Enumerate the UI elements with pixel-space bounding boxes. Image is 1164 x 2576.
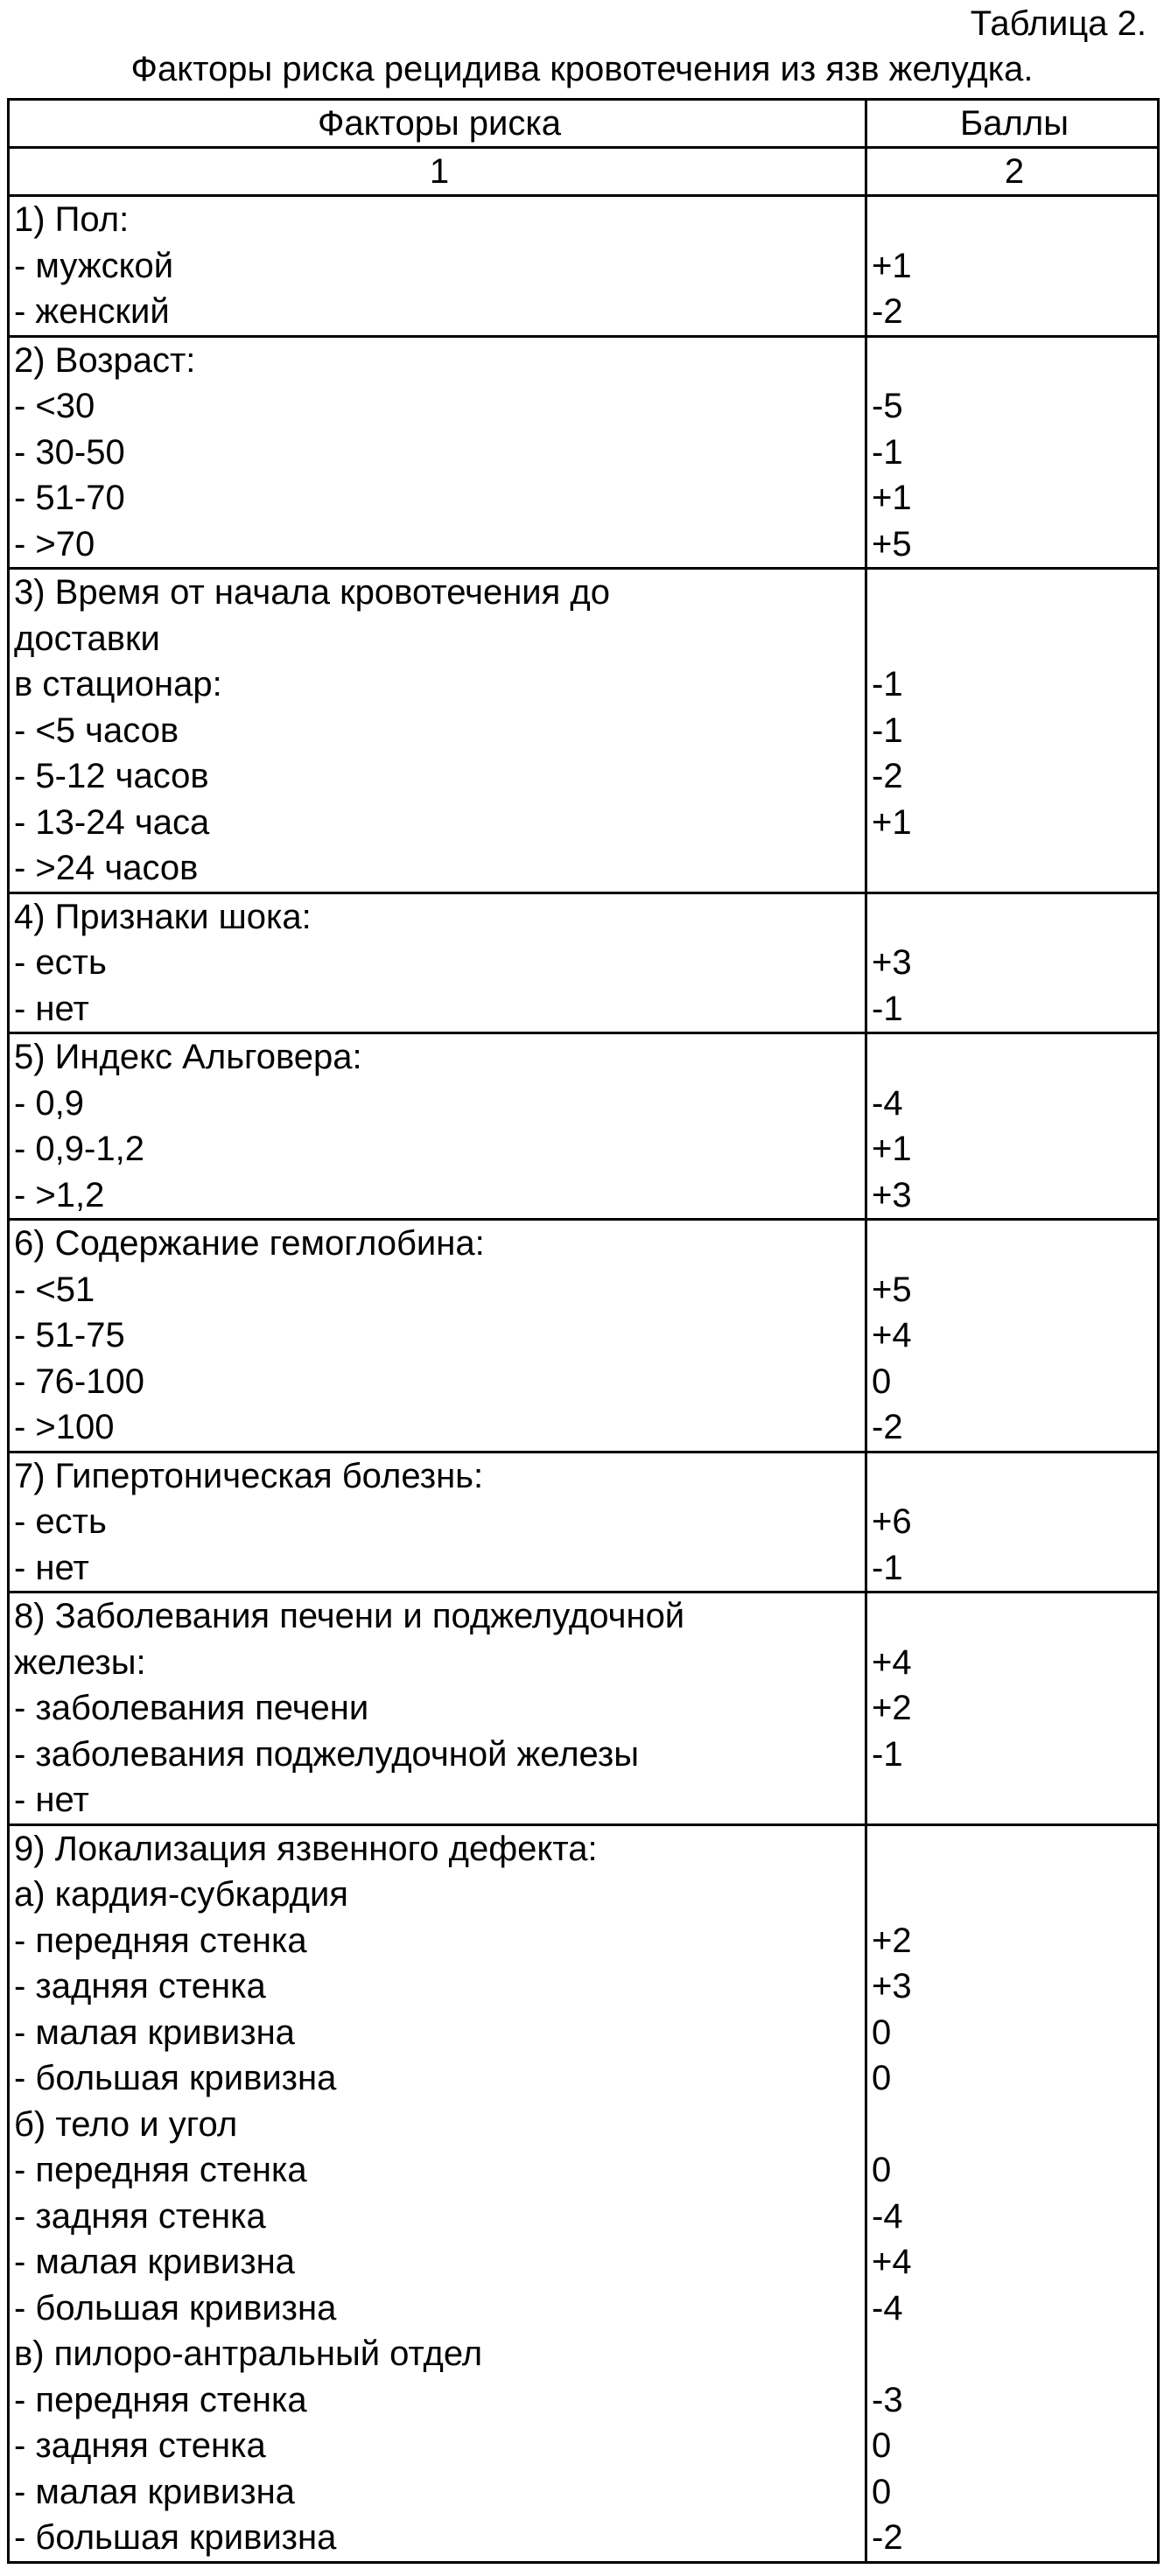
score-value: +5	[872, 522, 1157, 568]
score-cell	[866, 1452, 1159, 1592]
score-value: 0	[872, 2469, 1157, 2516]
factor-line: - >70	[14, 522, 865, 568]
score-value: +1	[872, 243, 1157, 290]
score-value: -5	[872, 383, 1157, 430]
factor-line: - большая кривизна	[14, 2055, 865, 2102]
score-value: +3	[872, 1172, 1157, 1219]
factor-line: - малая кривизна	[14, 2239, 865, 2286]
factor-line: - передняя стенка	[14, 2147, 865, 2194]
factor-line: - нет	[14, 986, 865, 1032]
factor-cell	[9, 569, 866, 893]
score-value: -4	[872, 2194, 1157, 2240]
factor-line: - 30-50	[14, 430, 865, 476]
factor-group-row	[9, 892, 1159, 1033]
header-factors: Факторы риска	[9, 100, 866, 148]
factor-group-row	[9, 1592, 1159, 1825]
factor-line: - большая кривизна	[14, 2286, 865, 2332]
factor-line: 9) Локализация язвенного дефекта:	[14, 1826, 865, 1872]
factor-line: - 0,9-1,2	[14, 1126, 865, 1172]
factor-line: - нет	[14, 1545, 865, 1592]
factor-line: - мужской	[14, 243, 865, 290]
score-cell	[866, 1824, 1159, 2562]
score-value: +4	[872, 1312, 1157, 1359]
score-value: -2	[872, 1404, 1157, 1451]
score-value	[872, 1221, 1157, 1267]
factor-line: - задняя стенка	[14, 2423, 865, 2469]
factor-group-row	[9, 1452, 1159, 1592]
score-cell	[866, 892, 1159, 1033]
factor-line: - 51-75	[14, 1312, 865, 1359]
score-value: +1	[872, 1126, 1157, 1172]
score-value: +2	[872, 1918, 1157, 1964]
score-value	[872, 2102, 1157, 2148]
factor-line: - задняя стенка	[14, 2194, 865, 2240]
score-value: -1	[872, 662, 1157, 708]
score-value: -4	[872, 2286, 1157, 2332]
score-value: +4	[872, 1640, 1157, 1686]
factor-line: - <51	[14, 1267, 865, 1313]
header-scores: Баллы	[866, 100, 1159, 148]
factor-line: б) тело и угол	[14, 2102, 865, 2148]
factor-line: 7) Гипертоническая болезнь:	[14, 1453, 865, 1500]
factor-line: - 0,9	[14, 1081, 865, 1127]
factor-line: в) пилоро-антральный отдел	[14, 2331, 865, 2377]
column-number-1: 1	[9, 148, 866, 196]
score-value: -3	[872, 2377, 1157, 2424]
factor-line: - заболевания поджелудочной железы	[14, 1732, 865, 1778]
score-value: -1	[872, 986, 1157, 1032]
factor-group-row	[9, 336, 1159, 569]
factor-group-row	[9, 569, 1159, 893]
score-value: +3	[872, 940, 1157, 986]
factor-line: 8) Заболевания печени и поджелудочной	[14, 1593, 865, 1640]
score-value	[872, 570, 1157, 616]
factor-line: - 5-12 часов	[14, 753, 865, 800]
header-row	[9, 100, 1159, 148]
score-value: +5	[872, 1267, 1157, 1313]
score-value: +6	[872, 1499, 1157, 1545]
document-page	[0, 0, 1164, 2576]
factor-cell	[9, 1220, 866, 1452]
score-value: -1	[872, 708, 1157, 754]
factor-line: 3) Время от начала кровотечения до	[14, 570, 865, 616]
factor-cell	[9, 336, 866, 569]
factor-line: - есть	[14, 1499, 865, 1545]
factor-line: - >24 часов	[14, 845, 865, 892]
score-cell	[866, 569, 1159, 893]
factor-group-row	[9, 196, 1159, 337]
score-cell	[866, 196, 1159, 337]
factor-line: - 51-70	[14, 475, 865, 522]
score-value	[872, 894, 1157, 941]
score-value: 0	[872, 1359, 1157, 1405]
factor-cell	[9, 892, 866, 1033]
factor-line: - 13-24 часа	[14, 800, 865, 846]
factor-line: - нет	[14, 1777, 865, 1824]
factor-line: в стационар:	[14, 662, 865, 708]
factor-line: - >1,2	[14, 1172, 865, 1219]
factor-group-row	[9, 1824, 1159, 2562]
score-value	[872, 1593, 1157, 1640]
score-value: +2	[872, 1685, 1157, 1732]
factor-line: - есть	[14, 940, 865, 986]
factor-line: - 76-100	[14, 1359, 865, 1405]
risk-factors-table	[7, 98, 1160, 2564]
factor-line: 5) Индекс Альговера:	[14, 1034, 865, 1081]
factor-line: - заболевания печени	[14, 1685, 865, 1732]
factor-cell	[9, 1452, 866, 1592]
factor-line: - женский	[14, 289, 865, 335]
score-value: +1	[872, 800, 1157, 846]
factor-line: - задняя стенка	[14, 1964, 865, 2010]
table-title: Факторы риска рецидива кровотечения из язв желудка.	[0, 46, 1164, 93]
score-value: -1	[872, 430, 1157, 476]
score-value: +4	[872, 2239, 1157, 2286]
factor-line: - малая кривизна	[14, 2010, 865, 2056]
factor-line: - <5 часов	[14, 708, 865, 754]
factor-line: 4) Признаки шока:	[14, 894, 865, 941]
score-value: 0	[872, 2010, 1157, 2056]
column-number-row	[9, 148, 1159, 196]
factor-cell	[9, 1033, 866, 1220]
score-value: -1	[872, 1545, 1157, 1592]
factor-cell	[9, 1592, 866, 1825]
score-cell	[866, 1033, 1159, 1220]
column-number-2: 2	[866, 148, 1159, 196]
score-value: -2	[872, 2515, 1157, 2561]
score-value: -1	[872, 1732, 1157, 1778]
score-cell	[866, 336, 1159, 569]
score-cell	[866, 1220, 1159, 1452]
score-value	[872, 1872, 1157, 1918]
factor-line: - передняя стенка	[14, 1918, 865, 1964]
factor-group-row	[9, 1220, 1159, 1452]
score-value: 0	[872, 2147, 1157, 2194]
factor-line: - <30	[14, 383, 865, 430]
score-value: +1	[872, 475, 1157, 522]
factor-cell	[9, 1824, 866, 2562]
factor-line: - большая кривизна	[14, 2515, 865, 2561]
score-value	[872, 1826, 1157, 1872]
score-value	[872, 338, 1157, 384]
score-value: 0	[872, 2423, 1157, 2469]
score-cell	[866, 1592, 1159, 1825]
factor-line: доставки	[14, 616, 865, 662]
factor-cell	[9, 196, 866, 337]
score-value: -4	[872, 1081, 1157, 1127]
score-value: -2	[872, 753, 1157, 800]
score-value	[872, 197, 1157, 243]
table-number: Таблица 2.	[971, 2, 1146, 46]
factor-line: 6) Содержание гемоглобина:	[14, 1221, 865, 1267]
score-value	[872, 616, 1157, 662]
score-value: +3	[872, 1964, 1157, 2010]
factor-line: - малая кривизна	[14, 2469, 865, 2516]
score-value	[872, 2331, 1157, 2377]
factor-line: - >100	[14, 1404, 865, 1451]
factor-line: 1) Пол:	[14, 197, 865, 243]
factor-line: - передняя стенка	[14, 2377, 865, 2424]
factor-group-row	[9, 1033, 1159, 1220]
factor-line: железы:	[14, 1640, 865, 1686]
score-value	[872, 845, 1157, 892]
score-value	[872, 1453, 1157, 1500]
factor-line: а) кардия-субкардия	[14, 1872, 865, 1918]
score-value	[872, 1777, 1157, 1824]
score-value	[872, 1034, 1157, 1081]
factor-line: 2) Возраст:	[14, 338, 865, 384]
score-value: 0	[872, 2055, 1157, 2102]
score-value: -2	[872, 289, 1157, 335]
